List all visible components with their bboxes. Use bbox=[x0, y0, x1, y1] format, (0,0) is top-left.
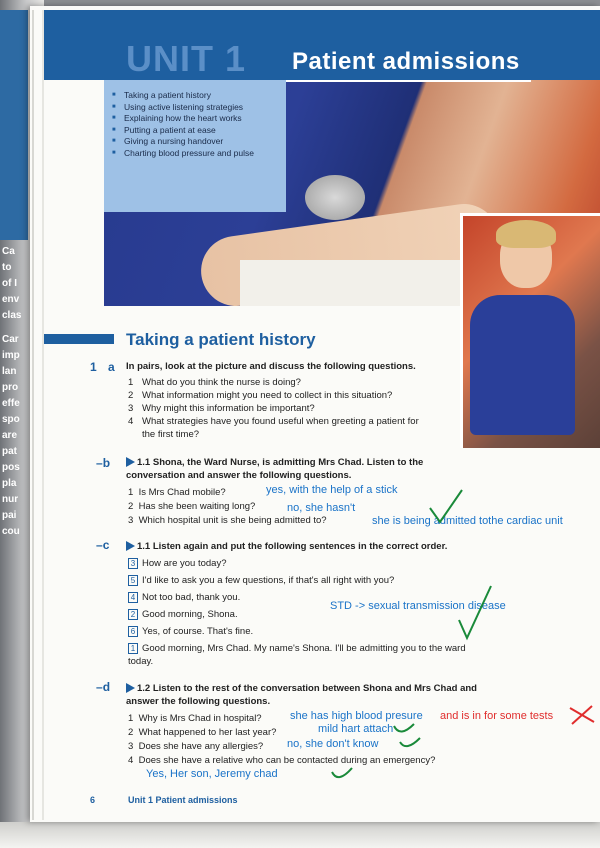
red-cross-icon bbox=[568, 704, 596, 726]
order-item bbox=[128, 574, 394, 587]
question-number: 4 bbox=[128, 755, 134, 766]
exercise-1d-instruction bbox=[126, 682, 496, 708]
exercise-letter: –b bbox=[96, 456, 111, 470]
sentence-text: I'd like to ask you a few questions, if that's all right with you? bbox=[142, 575, 395, 586]
nurse-hair-shape bbox=[496, 220, 556, 248]
question-number: 1 bbox=[128, 377, 134, 388]
question-number: 2 bbox=[128, 727, 134, 738]
question-text: What do you think the nurse is doing? bbox=[142, 377, 301, 388]
question-number: 4 bbox=[128, 416, 134, 427]
left-page-fragment: pat bbox=[2, 446, 17, 457]
question-number: 1 bbox=[128, 713, 134, 724]
question-text: What information might you need to collect in this situation? bbox=[142, 390, 393, 401]
question-item bbox=[128, 486, 226, 499]
green-tick-icon bbox=[398, 736, 422, 752]
handwritten-answer-red: and is in for some tests bbox=[440, 710, 554, 722]
question-item bbox=[128, 726, 276, 739]
handwritten-answer: no, she don't know bbox=[287, 738, 379, 750]
question-number: 2 bbox=[128, 501, 134, 512]
left-page-fragment: Car bbox=[2, 334, 19, 345]
objective-item: ■ Taking a patient history bbox=[112, 90, 284, 102]
objective-item: ■ Using active listening strategies bbox=[112, 102, 284, 114]
left-page-fragment: nur bbox=[2, 494, 19, 505]
left-page-fragment: imp bbox=[2, 350, 20, 361]
instruction-text: Listen again and put the following sentences in the correct order. bbox=[152, 541, 448, 552]
sentence-text: How are you today? bbox=[142, 558, 227, 569]
green-tick-icon bbox=[330, 766, 354, 784]
handwritten-answer: she is being admitted tothe cardiac unit bbox=[372, 515, 563, 527]
question-item bbox=[128, 389, 448, 402]
audio-track-number: 1.1 bbox=[137, 541, 151, 552]
question-item bbox=[128, 402, 448, 415]
exercise-letter-text: d bbox=[102, 680, 111, 694]
order-box[interactable]: 5 bbox=[128, 575, 138, 586]
question-text: Does she have a relative who can be contacted during an emergency? bbox=[138, 755, 436, 766]
question-item bbox=[128, 376, 448, 389]
unit-title: Patient admissions bbox=[292, 48, 520, 75]
question-text: Is Mrs Chad mobile? bbox=[138, 487, 226, 498]
left-page-fragment: are bbox=[2, 430, 18, 441]
sentence-text: Good morning, Mrs Chad. My name's Shona. I'll be admitting you to the ward today. bbox=[128, 643, 466, 667]
left-page-fragment: cou bbox=[2, 526, 20, 537]
left-page-fragment: to bbox=[2, 262, 12, 273]
photo-fob-watch bbox=[305, 175, 365, 220]
order-item bbox=[128, 557, 227, 570]
question-text: Why is Mrs Chad in hospital? bbox=[138, 713, 262, 724]
left-page-fragment: spo bbox=[2, 414, 20, 425]
question-number: 1 bbox=[128, 487, 134, 498]
objective-item: ■ Charting blood pressure and pulse bbox=[112, 148, 284, 160]
question-item bbox=[128, 754, 435, 767]
footer-unit-label: Unit 1 Patient admissions bbox=[128, 795, 238, 805]
left-page-fragment: env bbox=[2, 294, 20, 305]
section-title: Taking a patient history bbox=[126, 330, 316, 349]
order-box[interactable]: 1 bbox=[128, 643, 138, 654]
sentence-text: Yes, of course. That's fine. bbox=[142, 626, 254, 637]
green-tick-icon bbox=[426, 486, 466, 528]
objective-item: ■ Giving a nursing handover bbox=[112, 136, 284, 148]
question-text: What happened to her last year? bbox=[138, 727, 277, 738]
question-item bbox=[128, 514, 327, 527]
question-item bbox=[128, 740, 263, 753]
exercise-1a-instruction: In pairs, look at the picture and discuss the following questions. bbox=[126, 361, 416, 372]
question-text: What strategies have you found useful when greeting a patient for the first time? bbox=[142, 416, 419, 440]
left-page-blue-strip bbox=[0, 10, 28, 240]
page-stack-edge bbox=[32, 10, 44, 820]
page-number: 6 bbox=[90, 795, 96, 805]
bottom-page-edge bbox=[0, 822, 600, 848]
handwritten-answer: no, she hasn't bbox=[287, 502, 356, 514]
left-page-fragment: effe bbox=[2, 398, 20, 409]
left-page-fragment: pai bbox=[2, 510, 17, 521]
instruction-text: Listen to the rest of the conversation between Shona and Mrs Chad and answer the following questions. bbox=[126, 683, 477, 707]
audio-track-number: 1.1 bbox=[137, 457, 151, 468]
order-box[interactable]: 6 bbox=[128, 626, 138, 637]
sentence-text: Good morning, Shona. bbox=[142, 609, 238, 620]
exercise-letter: –c bbox=[96, 538, 110, 552]
objectives-list bbox=[112, 90, 284, 159]
audio-track-icon[interactable] bbox=[126, 541, 135, 551]
handwritten-answer: yes, with the help of a stick bbox=[266, 484, 398, 496]
section-bar bbox=[44, 334, 114, 344]
nurse-uniform-shape bbox=[470, 295, 575, 435]
exercise-letter-text: c bbox=[102, 538, 110, 552]
question-number: 3 bbox=[128, 403, 134, 414]
handwritten-answer: mild hart attach bbox=[318, 723, 394, 735]
left-page-fragment: of I bbox=[2, 278, 17, 289]
title-underline bbox=[286, 80, 531, 82]
left-page-fragment: lan bbox=[2, 366, 17, 377]
left-page-fragment: pla bbox=[2, 478, 17, 489]
question-text: Why might this information be important? bbox=[142, 403, 315, 414]
left-page-fragment: Ca bbox=[2, 246, 15, 257]
question-item bbox=[128, 415, 422, 441]
question-number: 2 bbox=[128, 390, 134, 401]
handwritten-answer: Yes, Her son, Jeremy chad bbox=[146, 768, 278, 780]
order-item bbox=[128, 591, 240, 604]
objective-item: ■ Putting a patient at ease bbox=[112, 125, 284, 137]
audio-track-icon[interactable] bbox=[126, 457, 135, 467]
audio-track-number: 1.2 bbox=[137, 683, 151, 694]
handwritten-answer: she has high blood presure bbox=[290, 710, 423, 722]
audio-track-icon[interactable] bbox=[126, 683, 135, 693]
objective-item: ■ Explaining how the heart works bbox=[112, 113, 284, 125]
exercise-number: 1 bbox=[90, 360, 97, 374]
question-number: 3 bbox=[128, 515, 134, 526]
exercise-1a-questions bbox=[128, 376, 448, 441]
green-tick-icon bbox=[455, 584, 495, 644]
question-number: 3 bbox=[128, 741, 134, 752]
question-item bbox=[128, 500, 255, 513]
exercise-letter: –d bbox=[96, 680, 111, 694]
order-box[interactable]: 4 bbox=[128, 592, 138, 603]
exercise-letter-text: b bbox=[102, 456, 111, 470]
order-item bbox=[128, 625, 253, 638]
exercise-1b-instruction bbox=[126, 456, 426, 482]
order-box[interactable]: 2 bbox=[128, 609, 138, 620]
left-page-fragment: pro bbox=[2, 382, 19, 393]
order-item bbox=[128, 608, 238, 621]
question-text: Does she have any allergies? bbox=[138, 741, 264, 752]
exercise-1c-instruction bbox=[126, 540, 486, 553]
order-box[interactable]: 3 bbox=[128, 558, 138, 569]
instruction-text: Shona, the Ward Nurse, is admitting Mrs Chad. Listen to the conversation and answer the following questions. bbox=[126, 457, 424, 481]
left-page-fragment: clas bbox=[2, 310, 22, 321]
order-item bbox=[128, 642, 478, 668]
question-text: Has she been waiting long? bbox=[138, 501, 256, 512]
unit-number: UNIT 1 bbox=[126, 38, 247, 79]
exercise-letter: a bbox=[108, 360, 115, 374]
handwritten-note: STD -> sexual transmission disease bbox=[330, 600, 506, 612]
question-text: Which hospital unit is she being admitted to? bbox=[138, 515, 327, 526]
left-page-fragment: pos bbox=[2, 462, 20, 473]
question-item bbox=[128, 712, 262, 725]
sentence-text: Not too bad, thank you. bbox=[142, 592, 241, 603]
